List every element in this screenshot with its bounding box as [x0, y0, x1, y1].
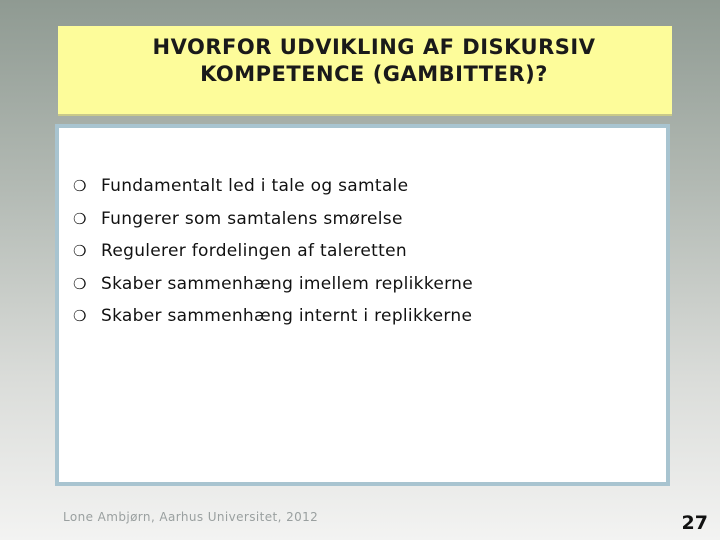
bullet-text: Skaber sammenhæng internt i replikkerne — [101, 306, 473, 327]
circle-bullet-icon: ❍ — [73, 242, 87, 261]
slide-title — [58, 34, 672, 88]
list-item — [73, 203, 473, 236]
footer-credit: Lone Ambjørn, Aarhus Universitet, 2012 — [63, 510, 319, 524]
slide-title-line-1: HVORFOR UDVIKLING AF DISKURSIV — [152, 35, 596, 59]
page-number: 27 — [681, 512, 708, 534]
slide-title-line-2: KOMPETENCE (GAMBITTER)? — [200, 62, 548, 86]
circle-bullet-icon: ❍ — [73, 274, 87, 293]
list-item — [73, 300, 473, 333]
bullet-text: Skaber sammenhæng imellem replikkerne — [101, 273, 473, 294]
list-item — [73, 170, 473, 203]
circle-bullet-icon: ❍ — [73, 307, 87, 326]
bullet-list — [73, 170, 473, 333]
bullet-text: Fundamentalt led i tale og samtale — [101, 176, 409, 197]
list-item — [73, 235, 473, 268]
circle-bullet-icon: ❍ — [73, 209, 87, 228]
bullet-text: Regulerer fordelingen af taleretten — [101, 241, 407, 262]
list-item — [73, 268, 473, 301]
circle-bullet-icon: ❍ — [73, 177, 87, 196]
content-box — [55, 124, 670, 486]
title-box — [58, 26, 672, 116]
bullet-text: Fungerer som samtalens smørelse — [101, 208, 403, 229]
